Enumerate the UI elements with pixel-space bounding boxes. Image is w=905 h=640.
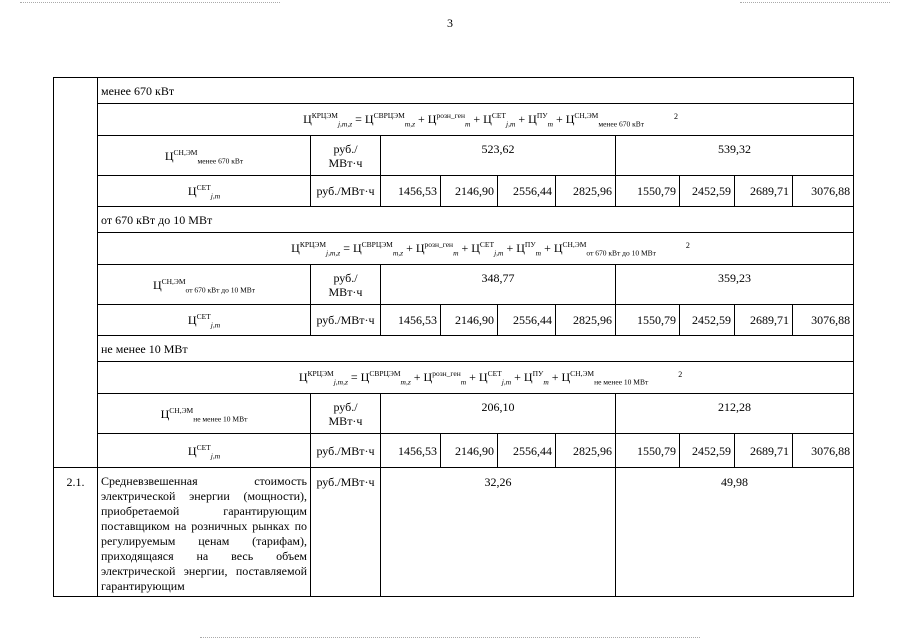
row-value: 49,98 <box>616 468 854 597</box>
sn-value: 359,23 <box>616 265 854 305</box>
sn-row <box>54 265 854 305</box>
set-row <box>54 434 854 468</box>
blank-number-cell <box>54 78 98 468</box>
price-formula: $Ц^{КРЦЭМ}_{j,m,z} = Ц^{СВРЦЭМ}_{m,z} + Ц^{розн\_ген}_m + Ц^{СЕТ}_{j,m} + Ц^{ПУ}_m + Ц^{СН,ЭМ}_{не менее 10 МВт}^2$ <box>98 362 854 394</box>
unit-cell: руб./МВт·ч <box>311 176 381 207</box>
row-value: 32,26 <box>381 468 616 597</box>
set-symbol: $Ц^{СЕТ}_{j,m}$ <box>98 434 311 468</box>
tariff-table <box>53 77 854 597</box>
row-2-1 <box>54 468 854 597</box>
set-value: 1456,53 <box>381 305 441 336</box>
sn-value: 539,32 <box>616 136 854 176</box>
set-value: 2689,71 <box>735 305 793 336</box>
set-value: 2689,71 <box>735 434 793 468</box>
set-value: 2689,71 <box>735 176 793 207</box>
set-symbol: $Ц^{СЕТ}_{j,m}$ <box>98 176 311 207</box>
set-row <box>54 305 854 336</box>
footnote-mark: 2 <box>674 111 679 121</box>
formula-row <box>54 104 854 136</box>
sn-symbol: $Ц^{СН,ЭМ}_{не менее 10 МВт}$ <box>98 394 311 434</box>
section-title-row <box>54 78 854 104</box>
set-value: 2452,59 <box>680 305 735 336</box>
section-title-row <box>54 336 854 362</box>
set-symbol: $Ц^{СЕТ}_{j,m}$ <box>98 305 311 336</box>
set-row <box>54 176 854 207</box>
sn-symbol: $Ц^{СН,ЭМ}_{от 670 кВт до 10 МВт}$ <box>98 265 311 305</box>
set-value: 3076,88 <box>793 176 854 207</box>
header-scan-line-left <box>20 2 280 3</box>
set-value: 2556,44 <box>498 434 556 468</box>
set-value: 2146,90 <box>441 434 498 468</box>
set-value: 2825,96 <box>556 176 616 207</box>
set-value: 2452,59 <box>680 176 735 207</box>
section-title-row <box>54 207 854 233</box>
sn-value: 348,77 <box>381 265 616 305</box>
sn-value: 206,10 <box>381 394 616 434</box>
set-value: 1550,79 <box>616 434 680 468</box>
set-value: 1456,53 <box>381 434 441 468</box>
set-value: 3076,88 <box>793 305 854 336</box>
set-value: 2556,44 <box>498 176 556 207</box>
sn-row <box>54 394 854 434</box>
footer-scan-line-left <box>200 637 700 638</box>
unit-cell: руб./ МВт·ч <box>311 265 381 305</box>
footnote-mark: 2 <box>678 369 683 379</box>
header-scan-line-right <box>740 2 890 3</box>
set-value: 2146,90 <box>441 176 498 207</box>
formula-row <box>54 233 854 265</box>
section-title: от 670 кВт до 10 МВт <box>98 207 854 233</box>
set-value: 1456,53 <box>381 176 441 207</box>
set-value: 2825,96 <box>556 434 616 468</box>
set-value: 1550,79 <box>616 305 680 336</box>
sn-value: 212,28 <box>616 394 854 434</box>
set-value: 2556,44 <box>498 305 556 336</box>
set-value: 2452,59 <box>680 434 735 468</box>
footnote-mark: 2 <box>685 240 690 250</box>
formula-row <box>54 362 854 394</box>
price-formula: $Ц^{КРЦЭМ}_{j,m,z} = Ц^{СВРЦЭМ}_{m,z} + Ц^{розн\_ген}_m + Ц^{СЕТ}_{j,m} + Ц^{ПУ}_m + Ц^{СН,ЭМ}_{от 670 кВт до 10 МВт}^2$ <box>98 233 854 265</box>
sn-symbol: $Ц^{СН,ЭМ}_{менее 670 кВт}$ <box>98 136 311 176</box>
sn-value: 523,62 <box>381 136 616 176</box>
page-number: 3 <box>447 16 453 30</box>
unit-cell: руб./МВт·ч <box>311 305 381 336</box>
unit-cell: руб./МВт·ч <box>311 468 381 597</box>
unit-cell: руб./ МВт·ч <box>311 136 381 176</box>
sn-row <box>54 136 854 176</box>
set-value: 2146,90 <box>441 305 498 336</box>
row-number: 2.1. <box>54 468 98 597</box>
row-description: Средневзвешенная стоимость электрической энергии (мощности), приобретаемой гарантирующим поставщиком на розничных рынках по регулируемым ценам (тарифам), приходящаяся на весь объем электрической энергии, поставляемой гарантирующим <box>98 468 311 597</box>
section-title: не менее 10 МВт <box>98 336 854 362</box>
set-value: 3076,88 <box>793 434 854 468</box>
unit-cell: руб./МВт·ч <box>311 434 381 468</box>
section-title: менее 670 кВт <box>98 78 854 104</box>
unit-cell: руб./ МВт·ч <box>311 394 381 434</box>
set-value: 1550,79 <box>616 176 680 207</box>
set-value: 2825,96 <box>556 305 616 336</box>
price-formula: $Ц^{КРЦЭМ}_{j,m,z} = Ц^{СВРЦЭМ}_{m,z} + Ц^{розн\_ген}_m + Ц^{СЕТ}_{j,m} + Ц^{ПУ}_m + Ц^{СН,ЭМ}_{менее 670 кВт}^2$ <box>98 104 854 136</box>
